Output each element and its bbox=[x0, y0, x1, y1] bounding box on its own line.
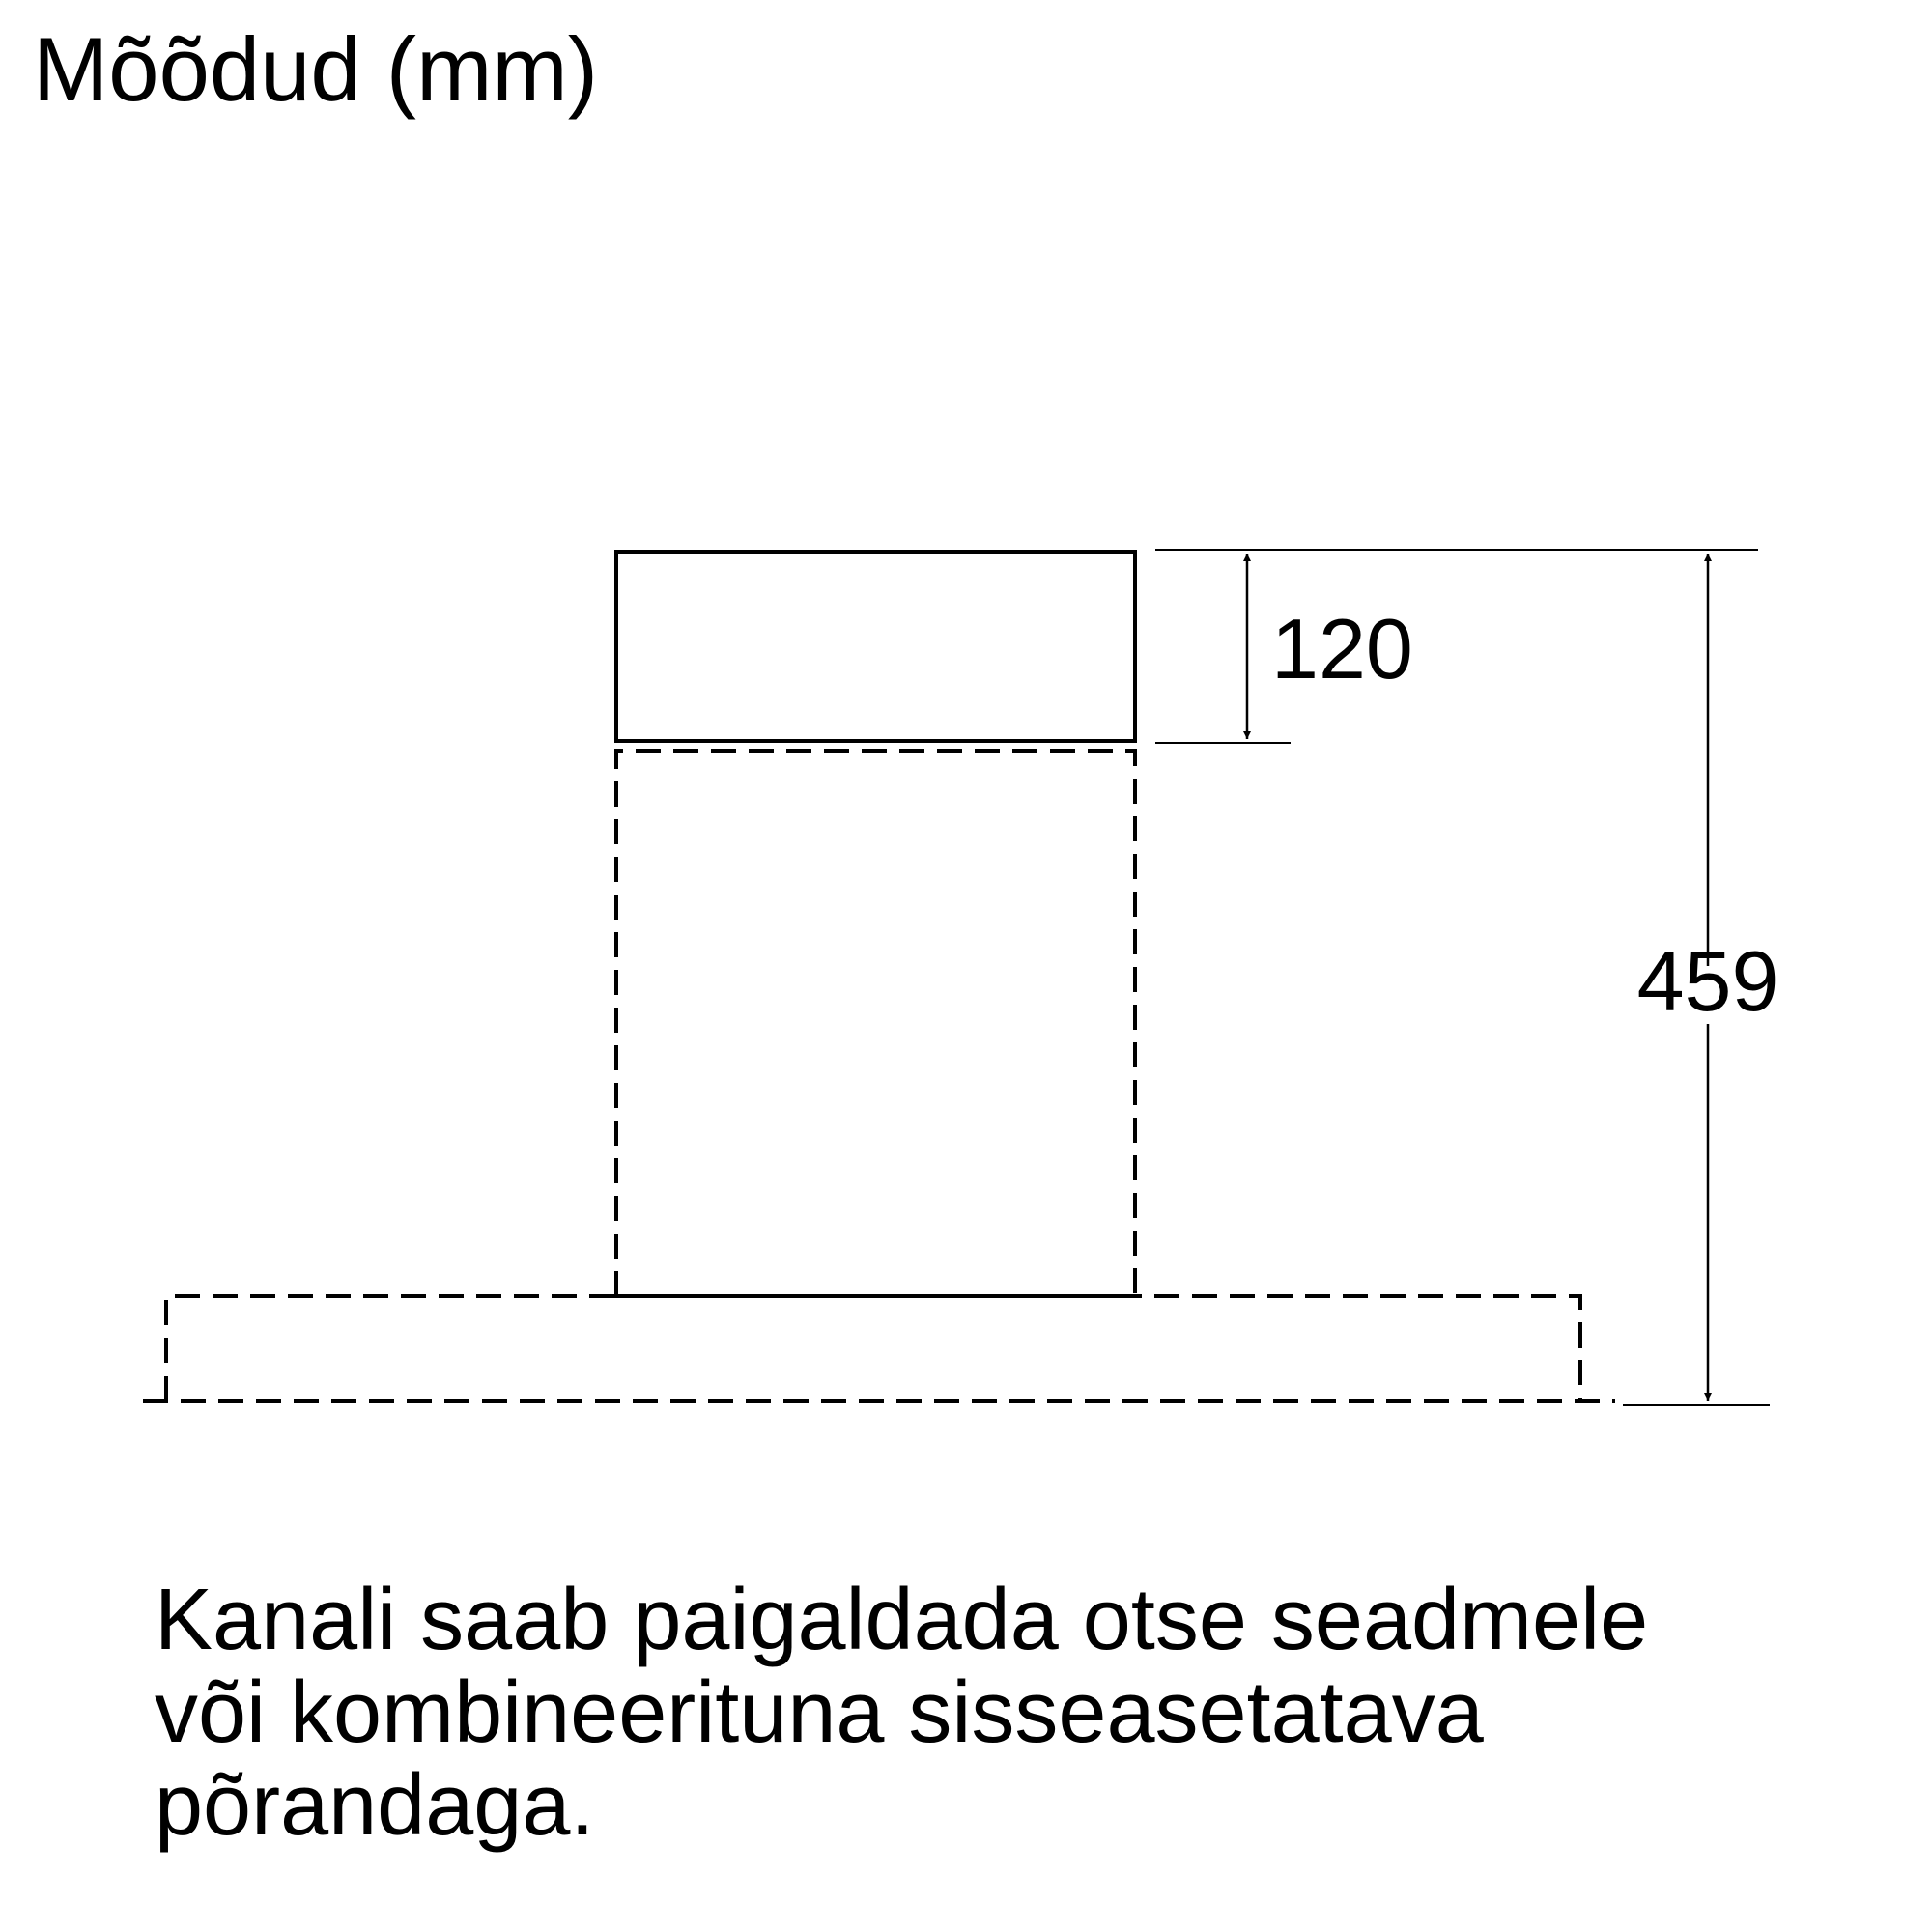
dimension-label-459: 459 bbox=[1636, 933, 1779, 1029]
duct-box bbox=[616, 552, 1135, 741]
dimension-label-120: 120 bbox=[1271, 601, 1413, 696]
page-title: Mõõdud (mm) bbox=[33, 18, 599, 120]
caption bbox=[155, 1572, 1893, 1854]
caption-line: põrandaga. bbox=[155, 1756, 595, 1854]
caption-line: või kombineerituna sisseasetatava bbox=[155, 1663, 1484, 1761]
plinth-outline-dashed bbox=[166, 1296, 1580, 1401]
appliance-outline-dashed bbox=[616, 751, 1135, 1296]
caption-line: Kanali saab paigaldada otse seadmele bbox=[155, 1572, 1649, 1668]
